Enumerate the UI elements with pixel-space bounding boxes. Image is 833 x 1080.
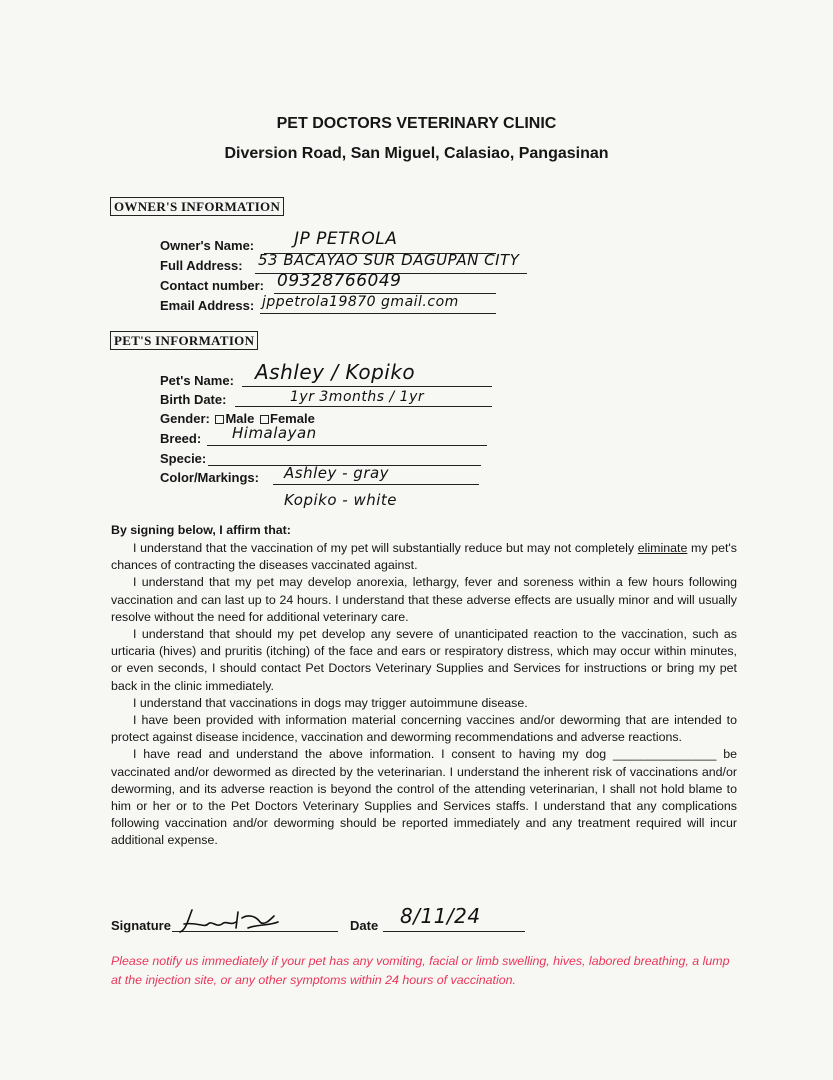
consent-paragraph-3: I understand that should my pet develop any severe of unanticipated reaction to the vaccination, such as urticaria (hives) and pruritis (itching) of the face and ears or respiratory distress, which may occur within minutes, or even seconds, I should contact Pet Doctors Veterinary Supplies and Services for instructions or bring my pet back in the clinic immediately. <box>111 627 737 693</box>
date-label: Date <box>350 918 379 933</box>
email-address-label: Email Address: <box>160 298 255 313</box>
consent-paragraph-4: I understand that vaccinations in dogs may trigger autoimmune disease. <box>133 695 528 710</box>
email-address-line <box>260 313 496 314</box>
birth-date-label: Birth Date: <box>160 392 227 407</box>
birth-date-line <box>235 406 492 407</box>
clinic-address: Diversion Road, San Miguel, Calasiao, Pangasinan <box>224 145 609 162</box>
birth-date-value[interactable]: 1yr 3months / 1yr <box>290 389 425 405</box>
female-label: Female <box>270 411 315 426</box>
date-value[interactable]: 8/11/24 <box>400 904 481 928</box>
owner-section-heading: OWNER'S INFORMATION <box>110 197 284 216</box>
pet-name-line <box>242 386 492 387</box>
breed-value[interactable]: Himalayan <box>232 424 317 442</box>
clinic-name: PET DOCTORS VETERINARY CLINIC <box>276 115 557 132</box>
consent-paragraph-5: I have been provided with information material concerning vaccines and/or deworming that are intended to protect against disease incidence, vaccination and deworming recommendations and adverse reactions. <box>111 713 737 745</box>
full-address-value[interactable]: 53 BACAYAO SUR DAGUPAN CITY <box>258 251 520 269</box>
consent-paragraph-6: I have read and understand the above information. I consent to having my dog _______________ be vaccinated and/or dewormed as directed by the veterinarian. I understand the inherent risk of vaccinations and/or deworming, and its adverse reaction is beyond the control of the attending veterinarian, I shall not hold blame to him or her or to the Pet Doctors Veterinary Supplies and Services staffs. I understand that any complications following vaccination and/or deworming should be reported immediately and any treatment required will incur additional expense. <box>111 747 738 848</box>
dog-name-blank[interactable]: _______________ <box>613 747 717 762</box>
male-checkbox[interactable] <box>215 415 224 424</box>
pet-name-label: Pet's Name: <box>160 373 234 388</box>
color-markings-line <box>273 484 479 485</box>
notice-text: Please notify us immediately if your pet has any vomiting, facial or limb swelling, hives, labored breathing, a lump at the injection site, or any other symptoms within 24 hours of vaccination. <box>111 954 730 987</box>
color-markings-label: Color/Markings: <box>160 470 259 485</box>
color-markings-value-2[interactable]: Kopiko - white <box>284 491 398 509</box>
male-label: Male <box>225 411 255 426</box>
breed-label: Breed: <box>160 431 202 446</box>
owner-name-value[interactable]: JP PETROLA <box>294 229 398 249</box>
pet-section-heading: PET'S INFORMATION <box>110 331 258 350</box>
consent-body <box>111 540 737 850</box>
color-markings-value-1[interactable]: Ashley - gray <box>284 464 390 482</box>
owner-name-label: Owner's Name: <box>160 238 255 253</box>
contact-number-value[interactable]: 09328766049 <box>277 271 402 291</box>
date-line <box>383 931 525 932</box>
consent-paragraph-1: I understand that the vaccination of my pet will substantially reduce but may not completely eliminate my pet's chances of contracting the diseases vaccinated against. <box>111 541 737 573</box>
consent-paragraph-2: I understand that my pet may develop anorexia, lethargy, fever and soreness within a few hours following vaccination and can last up to 24 hours. I understand that these adverse effects are usually minor and will usually resolve without the need for additional veterinary care. <box>111 575 737 624</box>
full-address-label: Full Address: <box>160 258 243 273</box>
consent-intro: By signing below, I affirm that: <box>111 523 291 537</box>
gender-label: Gender: <box>160 411 210 426</box>
pet-name-value[interactable]: Ashley / Kopiko <box>255 360 416 384</box>
breed-line <box>207 445 487 446</box>
signature-label: Signature <box>111 918 171 933</box>
signature-scribble <box>178 906 288 936</box>
email-address-value[interactable]: jppetrola19870 gmail.com <box>262 294 459 310</box>
specie-label: Specie: <box>160 451 207 466</box>
contact-number-label: Contact number: <box>160 278 264 293</box>
female-checkbox[interactable] <box>260 415 269 424</box>
